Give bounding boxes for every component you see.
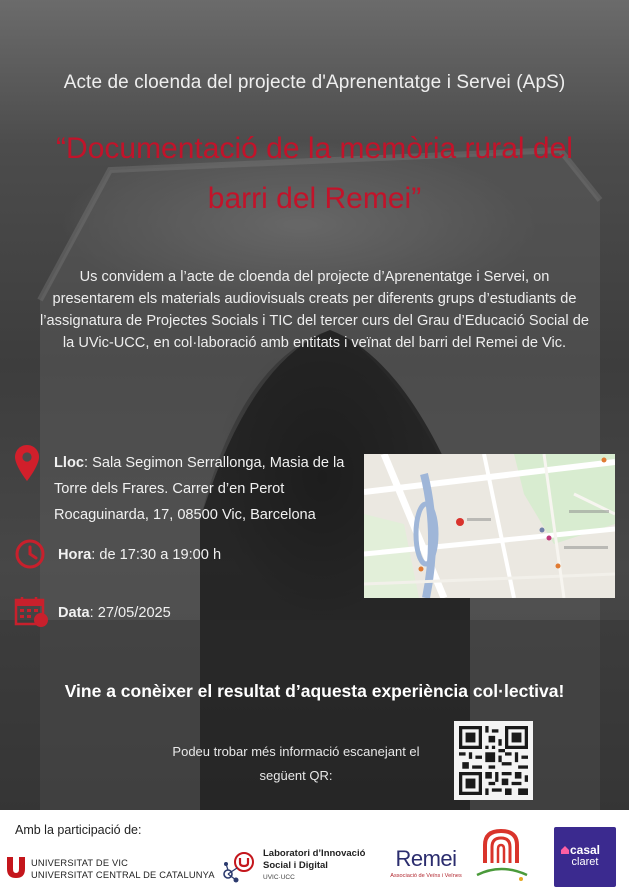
description-line: presentarem els materials audiovisuals creats per diferents grups d’estudiants de	[52, 291, 577, 307]
qr-instructions	[150, 740, 442, 788]
location-label: Lloc	[54, 455, 84, 471]
remei-logo[interactable]	[388, 846, 464, 886]
uvic-logo[interactable]	[6, 855, 216, 883]
casal-claret-logo[interactable]	[554, 827, 616, 887]
casal-name-line2: claret	[571, 856, 599, 868]
qr-code-icon	[459, 726, 528, 795]
call-to-action: Vine a conèixer el resultat d’aquesta experiència col·lectiva!	[64, 681, 565, 701]
qr-instructions-line1: Podeu trobar més informació escanejant el	[172, 744, 420, 759]
event-date	[58, 605, 171, 621]
lab-innovacio-logo[interactable]	[220, 848, 380, 888]
lab-name-line1: Laboratori d’Innovació	[263, 848, 366, 859]
lab-name-line2: Social i Digital	[263, 860, 328, 871]
remei-subtitle: Associació de Veïns i Veïnes	[390, 873, 462, 879]
location-map[interactable]	[364, 454, 615, 598]
event-subtitle: Acte de cloenda del projecte d'Aprenentatge i Servei (ApS)	[63, 72, 566, 93]
location-line2: Torre dels Frares. Carrer d’en Perot	[54, 481, 285, 497]
location-line3: Rocaguinarda, 17, 08500 Vic, Barcelona	[54, 507, 316, 523]
casal-name-line1: casal	[569, 843, 601, 857]
qr-instructions-line2: següent QR:	[259, 768, 333, 783]
qr-code[interactable]	[454, 721, 533, 800]
uvic-u-icon	[6, 855, 26, 879]
event-title-line2: barri del Remei”	[207, 182, 422, 215]
uvic-name-line2: UNIVERSITAT CENTRAL DE CATALUNYA	[31, 870, 215, 880]
event-location	[54, 450, 354, 528]
partners-title: Amb la participació de:	[15, 823, 142, 837]
event-description	[22, 266, 607, 354]
description-line: l’assignatura de Projectes Socials i TIC del tercer curs del Grau d’Educació Social de	[40, 313, 589, 329]
map-image	[364, 454, 615, 598]
location-line1: : Sala Segimon Serrallonga, Masia de la	[84, 455, 345, 471]
clock-icon	[14, 538, 46, 570]
uvic-name-line1: UNIVERSITAT DE VIC	[31, 858, 129, 868]
location-pin-icon	[14, 444, 40, 482]
date-value: : 27/05/2025	[89, 605, 171, 621]
calendar-icon	[14, 596, 50, 628]
el-pont-logo[interactable]	[471, 823, 532, 886]
description-line: Us convidem a l’acte de cloenda del projecte d’Aprenentatge i Servei, on	[79, 269, 550, 285]
date-label: Data	[58, 605, 90, 621]
event-title	[0, 124, 629, 224]
partners-footer	[0, 810, 629, 894]
lab-network-icon	[222, 850, 260, 884]
event-time	[58, 547, 221, 563]
description-line: la UVic-UCC, en col·laboració amb entitats i veïnat del barri del Remei de Vic.	[62, 335, 567, 351]
event-title-line1: “Documentació de la memòria rural del	[56, 132, 573, 165]
time-label: Hora	[58, 547, 92, 563]
el-pont-bridge-icon	[471, 823, 532, 886]
remei-name: Remei	[395, 846, 457, 871]
time-value: : de 17:30 a 19:00 h	[91, 547, 222, 563]
lab-name-line3: UVIC·UCC	[263, 874, 295, 881]
